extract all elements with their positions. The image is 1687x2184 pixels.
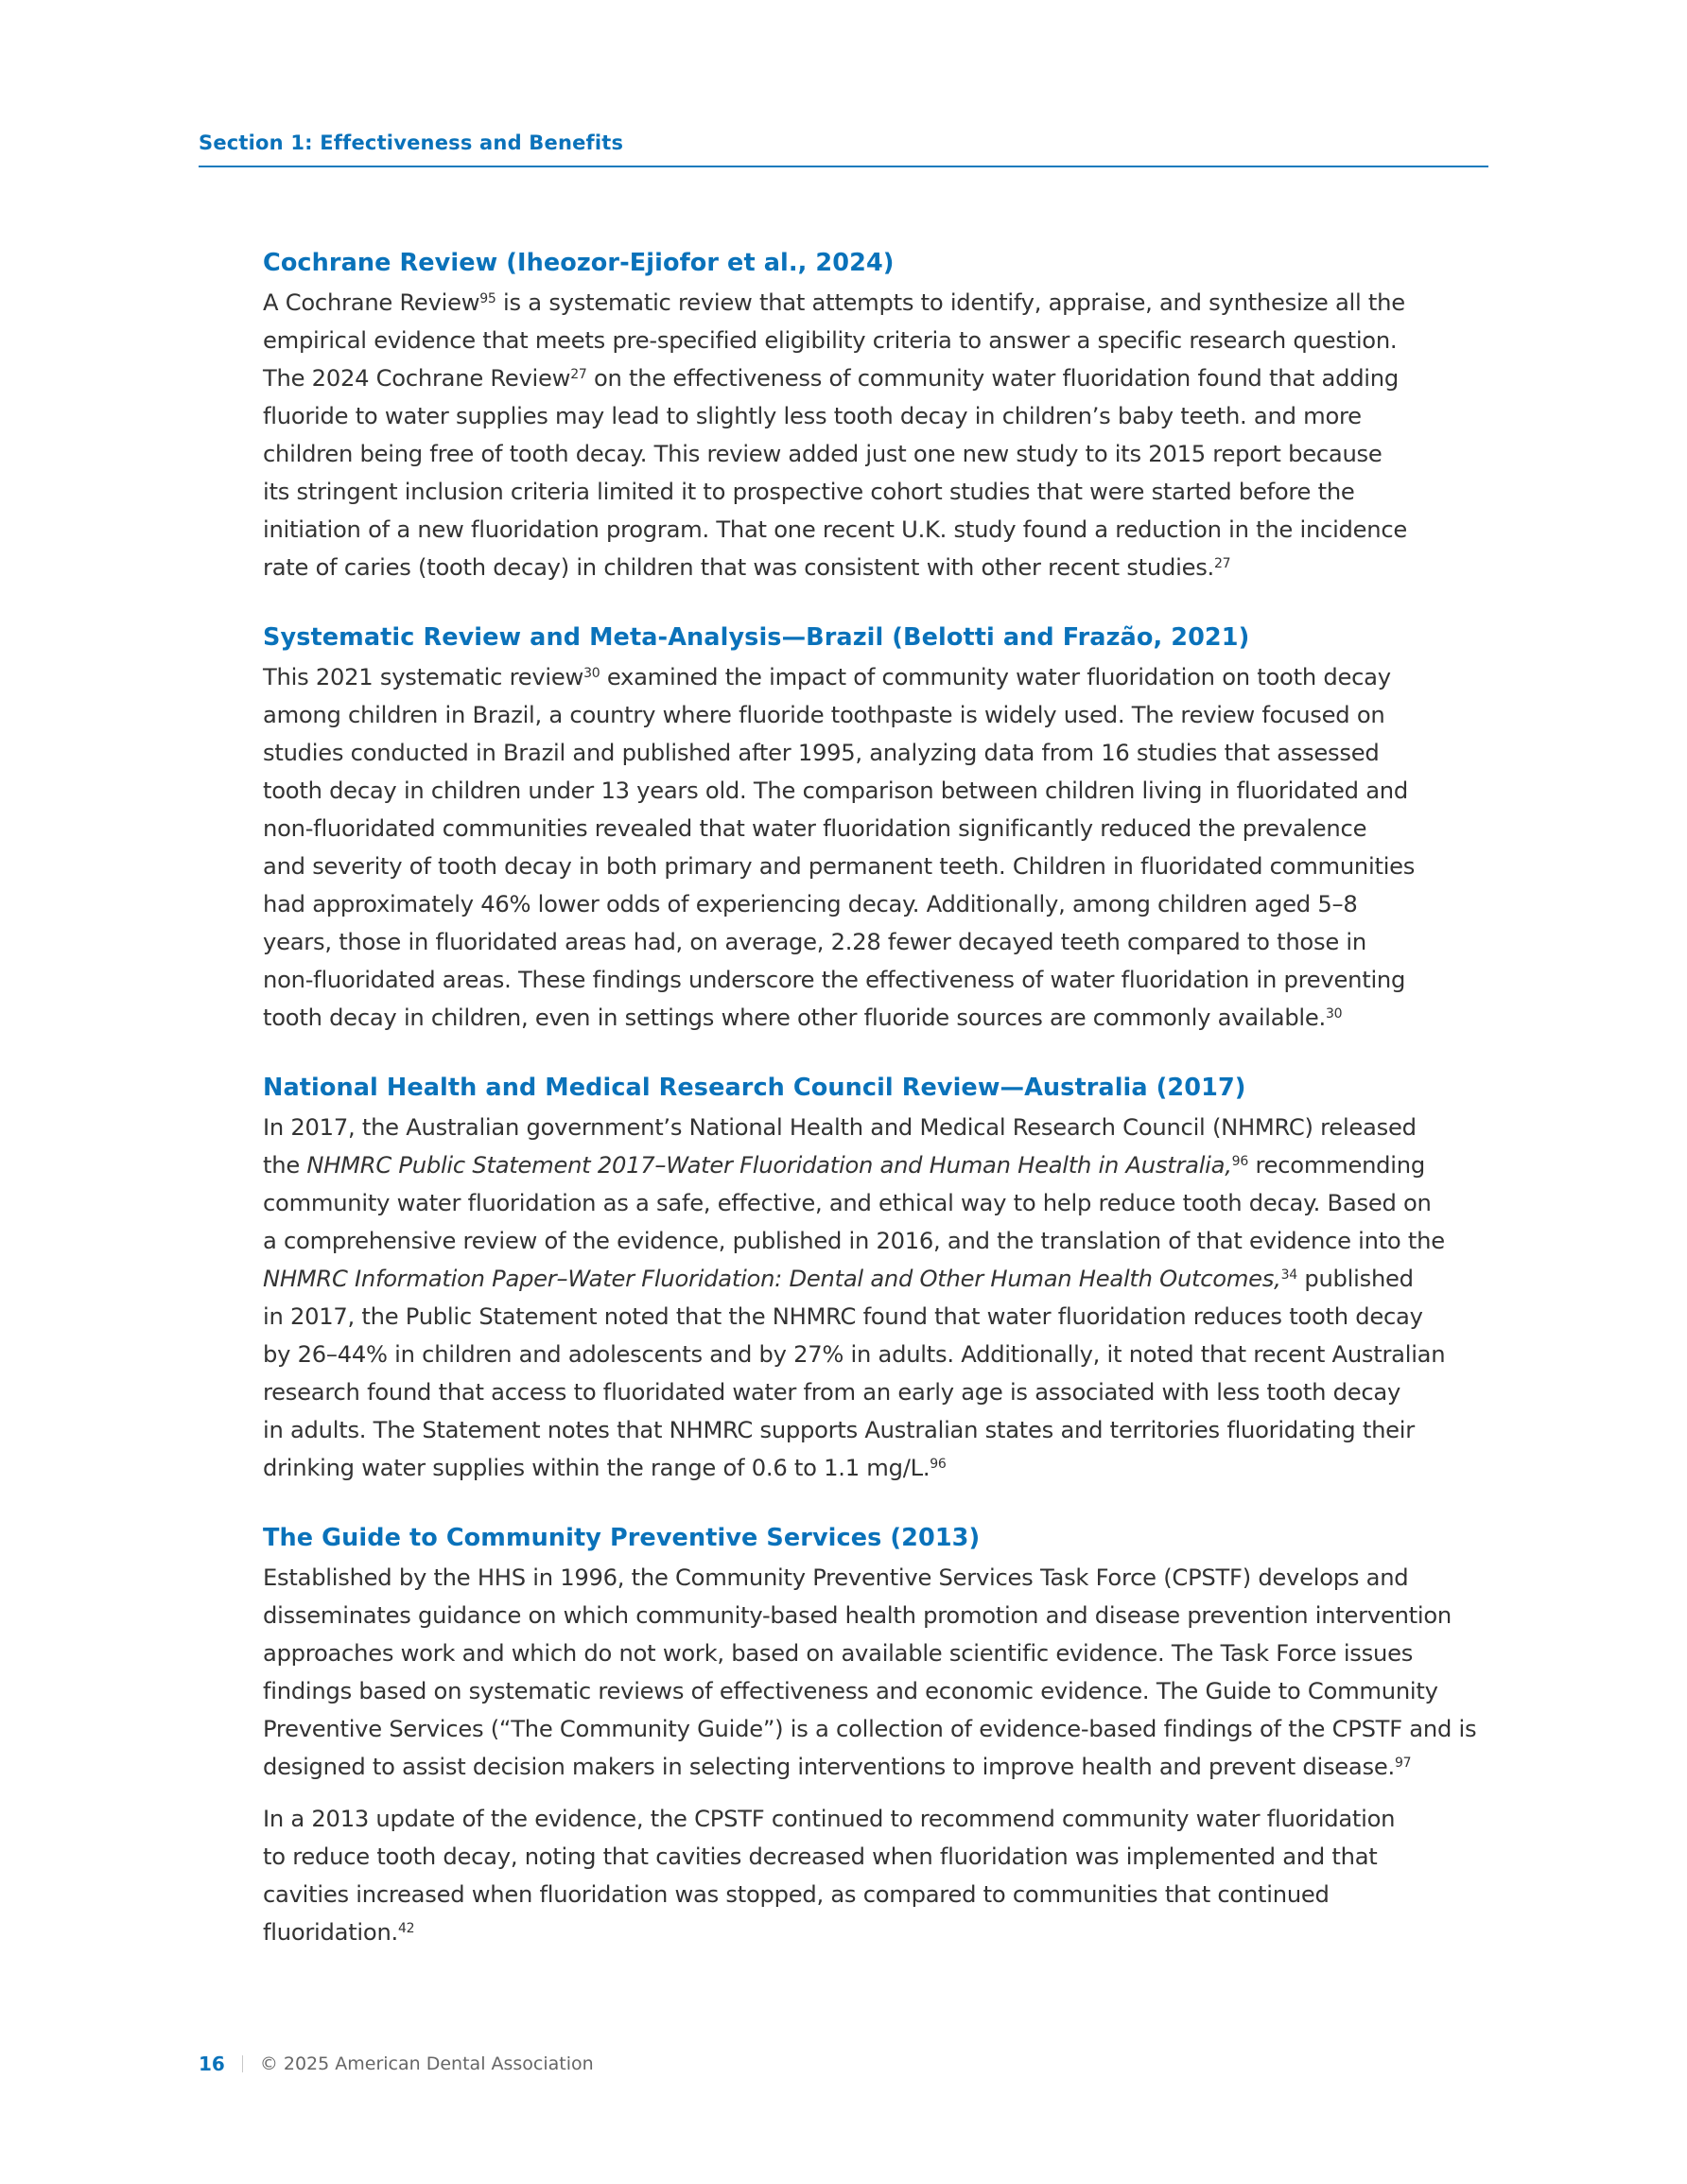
text-line — [263, 1336, 1502, 1373]
section — [263, 1519, 1502, 1951]
copyright-notice: © 2025 American Dental Association — [259, 2053, 594, 2074]
text-line — [263, 1260, 1502, 1298]
text-run: Established by the HHS in 1996, the Community Preventive Services Task Force (CPSTF) develops and — [263, 1564, 1409, 1591]
text-run: findings based on systematic reviews of effectiveness and economic evidence. The Guide to Community — [263, 1678, 1438, 1704]
text-line — [263, 1298, 1502, 1336]
text-line — [263, 847, 1502, 885]
text-run: drinking water supplies within the range of 0.6 to 1.1 mg/L. — [263, 1455, 930, 1481]
text-run: fluoridation. — [263, 1919, 398, 1946]
section-heading: Cochrane Review (Iheozor-Ejiofor et al., 2024) — [263, 249, 895, 277]
paragraph — [263, 284, 1502, 586]
text-line — [263, 999, 1502, 1037]
section — [263, 1069, 1502, 1487]
italic-title: NHMRC Public Statement 2017–Water Fluoridation and Human Health in Australia, — [306, 1152, 1232, 1179]
text-run: on the effectiveness of community water fluoridation found that adding — [586, 365, 1399, 392]
text-run: recommending — [1248, 1152, 1425, 1179]
page-number: 16 — [199, 2053, 225, 2075]
text-line — [263, 772, 1502, 810]
text-run: designed to assist decision makers in selecting interventions to improve health and prevent disease. — [263, 1754, 1395, 1780]
text-line — [263, 549, 1502, 586]
text-line — [263, 696, 1502, 734]
text-run: non-fluoridated communities revealed that water fluoridation significantly reduced the prevalence — [263, 815, 1367, 842]
text-line — [263, 810, 1502, 847]
text-line — [263, 1838, 1502, 1876]
text-line — [263, 1913, 1502, 1951]
citation-superscript: 95 — [479, 291, 496, 307]
text-line — [263, 1449, 1502, 1487]
text-line — [263, 885, 1502, 923]
page-footer — [199, 2053, 594, 2075]
text-run: and severity of tooth decay in both primary and permanent teeth. Children in fluoridated communities — [263, 853, 1416, 880]
text-run: In a 2013 update of the evidence, the CPSTF continued to recommend community water fluoridation — [263, 1806, 1396, 1832]
citation-superscript: 27 — [1214, 556, 1231, 572]
text-run: had approximately 46% lower odds of experiencing decay. Additionally, among children aged 5–8 — [263, 891, 1358, 917]
text-line — [263, 359, 1502, 397]
text-line — [263, 734, 1502, 772]
text-run: years, those in fluoridated areas had, on average, 2.28 fewer decayed teeth compared to those in — [263, 929, 1366, 955]
text-run: examined the impact of community water fluoridation on tooth decay — [600, 664, 1391, 690]
text-line — [263, 1748, 1502, 1786]
text-line — [263, 473, 1502, 511]
text-line — [263, 961, 1502, 999]
text-run: a comprehensive review of the evidence, published in 2016, and the translation of that evidence into the — [263, 1228, 1445, 1254]
text-line — [263, 1411, 1502, 1449]
text-run: non-fluoridated areas. These findings underscore the effectiveness of water fluoridation in preventing — [263, 967, 1406, 993]
text-run: research found that access to fluoridated water from an early age is associated with less tooth decay — [263, 1379, 1401, 1406]
text-line — [263, 1373, 1502, 1411]
section-heading: The Guide to Community Preventive Services (2013) — [263, 1524, 981, 1552]
citation-superscript: 42 — [397, 1921, 415, 1937]
citation-superscript: 30 — [1325, 1006, 1343, 1022]
text-line — [263, 511, 1502, 549]
citation-superscript: 30 — [583, 666, 600, 682]
text-line — [263, 1222, 1502, 1260]
section — [263, 244, 1502, 586]
text-run: children being free of tooth decay. This review added just one new study to its 2015 report because — [263, 441, 1383, 467]
citation-superscript: 34 — [1280, 1267, 1297, 1284]
text-run: In 2017, the Australian government’s National Health and Medical Research Council (NHMRC) released — [263, 1114, 1417, 1141]
text-line — [263, 1634, 1502, 1672]
footer-divider — [242, 2055, 243, 2072]
section-heading: Systematic Review and Meta-Analysis—Brazil (Belotti and Frazão, 2021) — [263, 623, 1250, 652]
text-line — [263, 1184, 1502, 1222]
citation-superscript: 96 — [930, 1457, 947, 1473]
text-line — [263, 284, 1502, 322]
text-run: to reduce tooth decay, noting that cavities decreased when fluoridation was implemented and that — [263, 1843, 1378, 1870]
text-line — [263, 923, 1502, 961]
text-run: is a systematic review that attempts to identify, appraise, and synthesize all the — [496, 289, 1405, 316]
text-run: Preventive Services (“The Community Guide”) is a collection of evidence-based findings of the CPSTF and is — [263, 1716, 1477, 1742]
text-run: rate of caries (tooth decay) in children that was consistent with other recent studies. — [263, 554, 1214, 581]
text-run: empirical evidence that meets pre-specified eligibility criteria to answer a specific research question. — [263, 327, 1398, 354]
text-run: fluoride to water supplies may lead to slightly less tooth decay in children’s baby teeth. and more — [263, 403, 1362, 429]
section-heading: National Health and Medical Research Council Review—Australia (2017) — [263, 1074, 1246, 1102]
italic-title: NHMRC Information Paper–Water Fluoridation: Dental and Other Human Health Outcomes, — [263, 1266, 1281, 1292]
text-run: The 2024 Cochrane Review — [263, 365, 571, 392]
text-line — [263, 1710, 1502, 1748]
text-line — [263, 1672, 1502, 1710]
text-line — [263, 435, 1502, 473]
paragraph — [263, 1559, 1502, 1786]
document-body — [263, 244, 1502, 1983]
text-run: published — [1296, 1266, 1414, 1292]
text-line — [263, 322, 1502, 359]
text-run: tooth decay in children under 13 years old. The comparison between children living in fluoridated and — [263, 778, 1408, 804]
text-run: in 2017, the Public Statement noted that the NHMRC found that water fluoridation reduces tooth decay — [263, 1303, 1423, 1330]
text-run: A Cochrane Review — [263, 289, 480, 316]
text-run: approaches work and which do not work, based on available scientific evidence. The Task Force issues — [263, 1640, 1414, 1667]
paragraph — [263, 658, 1502, 1037]
text-run: by 26–44% in children and adolescents and by 27% in adults. Additionally, it noted that recent Australian — [263, 1341, 1446, 1368]
section — [263, 619, 1502, 1037]
text-line — [263, 397, 1502, 435]
text-run: its stringent inclusion criteria limited it to prospective cohort studies that were started before the — [263, 479, 1355, 505]
citation-superscript: 97 — [1394, 1756, 1412, 1772]
header-divider — [199, 166, 1488, 167]
text-run: tooth decay in children, even in settings where other fluoride sources are commonly available. — [263, 1005, 1326, 1031]
text-run: cavities increased when fluoridation was stopped, as compared to communities that continued — [263, 1881, 1330, 1908]
text-run: disseminates guidance on which community-based health promotion and disease prevention intervention — [263, 1602, 1452, 1629]
paragraph — [263, 1800, 1502, 1951]
text-line — [263, 1146, 1502, 1184]
text-run: in adults. The Statement notes that NHMRC supports Australian states and territories fluoridating their — [263, 1417, 1415, 1443]
text-line — [263, 658, 1502, 696]
running-head: Section 1: Effectiveness and Benefits — [199, 131, 624, 154]
text-run: among children in Brazil, a country where fluoride toothpaste is widely used. The review focused on — [263, 702, 1385, 728]
text-line — [263, 1109, 1502, 1146]
text-line — [263, 1597, 1502, 1634]
paragraph — [263, 1109, 1502, 1487]
text-line — [263, 1876, 1502, 1913]
text-run: community water fluoridation as a safe, effective, and ethical way to help reduce tooth decay. Based on — [263, 1190, 1432, 1216]
text-run: studies conducted in Brazil and published after 1995, analyzing data from 16 studies that assessed — [263, 740, 1380, 766]
text-run: the — [263, 1152, 307, 1179]
text-line — [263, 1800, 1502, 1838]
citation-superscript: 27 — [570, 367, 587, 383]
citation-superscript: 96 — [1231, 1154, 1249, 1170]
text-line — [263, 1559, 1502, 1597]
text-run: initiation of a new fluoridation program. That one recent U.K. study found a reduction in the incidence — [263, 516, 1408, 543]
text-run: This 2021 systematic review — [263, 664, 584, 690]
